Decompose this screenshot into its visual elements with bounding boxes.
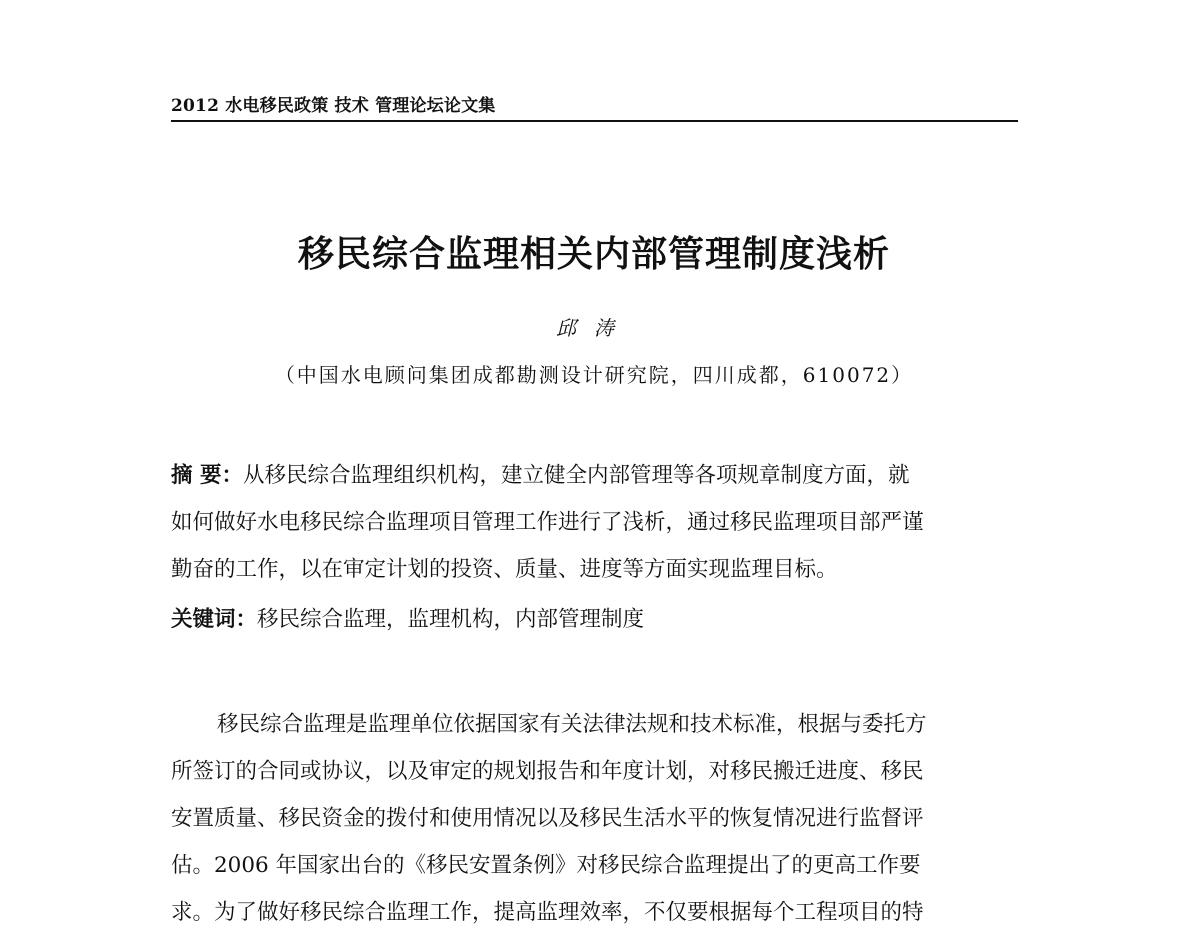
- running-header: [171, 94, 1018, 122]
- abstract-line: [171, 452, 1018, 499]
- body-line: [171, 701, 1018, 748]
- paper-title: 移民综合监理相关内部管理制度浅析: [297, 233, 890, 275]
- paper-author: 邱涛: [556, 316, 632, 340]
- abstract-section: [171, 452, 1018, 593]
- body-paragraph: [171, 701, 1018, 936]
- abstract-label: 摘 要：: [171, 463, 243, 488]
- keywords-section: [171, 602, 1018, 638]
- running-header-title: 2012 水电移民政策 技术 管理论坛论文集: [171, 96, 496, 116]
- abstract-line: 如何做好水电移民综合监理项目管理工作进行了浅析，通过移民监理项目部严谨: [171, 510, 924, 535]
- keywords-label: 关键词：: [171, 607, 258, 632]
- abstract-text: 从移民综合监理组织机构，建立健全内部管理等各项规章制度方面，就: [243, 463, 910, 488]
- body-line: 估。2006 年国家出台的《移民安置条例》对移民综合监理提出了的更高工作要: [171, 853, 921, 878]
- paper-affiliation: （中国水电顾问集团成都勘测设计研究院，四川成都，610072）: [274, 363, 914, 387]
- keywords-text: 移民综合监理，监理机构，内部管理制度: [257, 607, 645, 632]
- body-line: 求。为了做好移民综合监理工作，提高监理效率，不仅要根据每个工程项目的特: [171, 900, 924, 925]
- body-line: 安置质量、移民资金的拨付和使用情况以及移民生活水平的恢复情况进行监督评: [171, 806, 924, 831]
- abstract-line: 勤奋的工作，以在审定计划的投资、质量、进度等方面实现监理目标。: [171, 557, 838, 582]
- body-line: 所签订的合同或协议，以及审定的规划报告和年度计划，对移民搬迁进度、移民: [171, 759, 924, 784]
- body-line-text: 移民综合监理是监理单位依据国家有关法律法规和技术标准，根据与委托方: [217, 712, 927, 737]
